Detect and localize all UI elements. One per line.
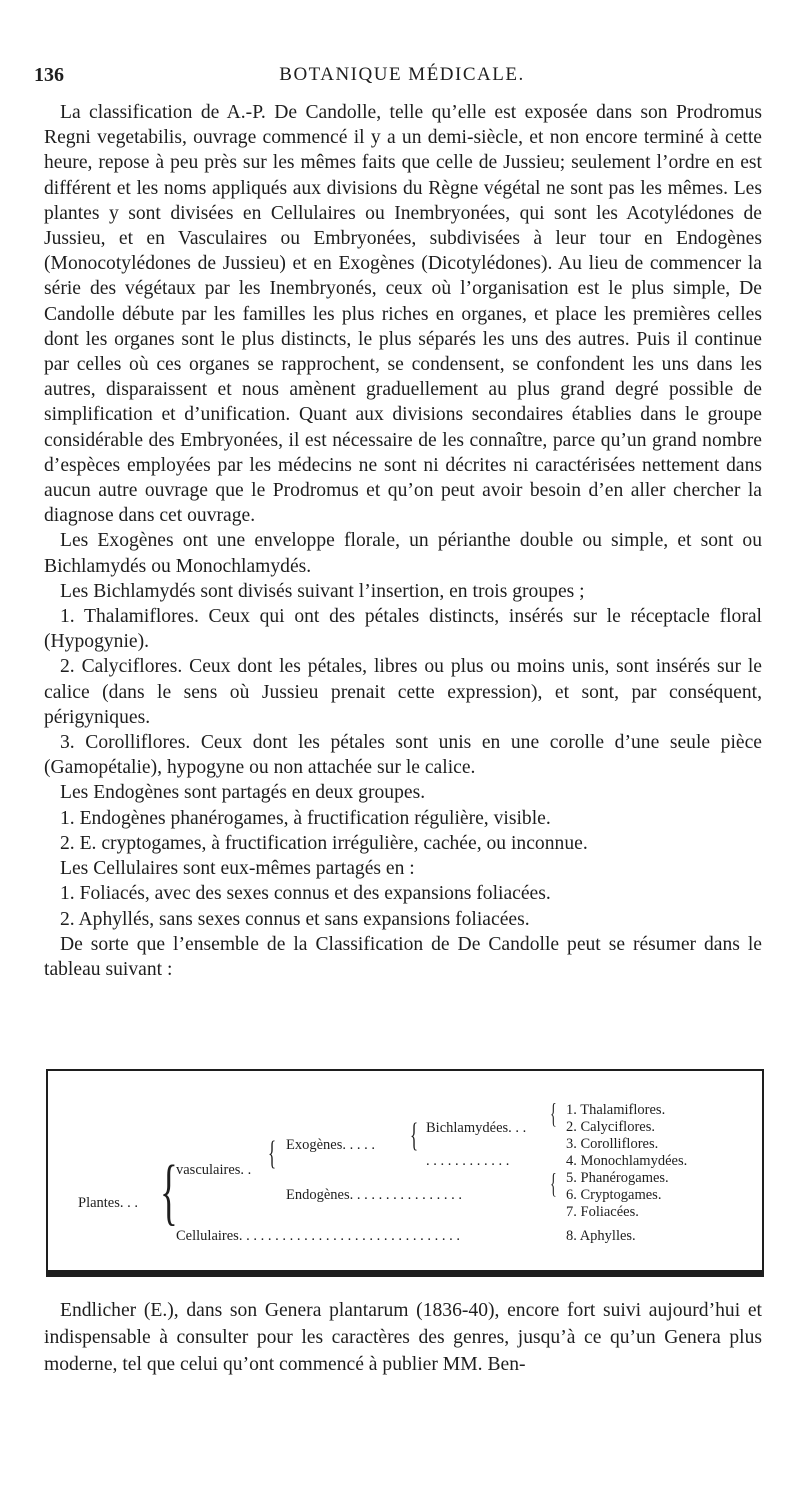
paragraph: 2. E. cryptogames, à fructification irrégulière, cachée, ou inconnue. xyxy=(60,832,588,854)
paragraph: Les Exogènes ont une enveloppe florale, un périanthe double ou simple, et sont ou Bichlamydés ou Monochlamydés. xyxy=(44,530,762,577)
table-label-bichlamydees: Bichlamydées. . . xyxy=(426,1120,527,1136)
page-header xyxy=(34,64,770,92)
table-label-cellulaires: Cellulaires. . . . . . . . . . . . . . . . . . . . . . . . . . . . . . . xyxy=(176,1228,460,1244)
paragraph: 2. Calyciflores. Ceux dont les pétales, libres ou plus ou moins unis, sont insérés sur le calice (dans le sens où Jussieu prenait cette expression), et sont, par conséquent, périgyniques. xyxy=(44,656,762,728)
paragraph: Les Cellulaires sont eux-mêmes partagés en : xyxy=(60,858,415,880)
table-item: 6. Cryptogames. xyxy=(566,1187,662,1203)
paragraph: De sorte que l’ensemble de la Classification de De Candolle peut se résumer dans le tableau suivant : xyxy=(44,933,762,980)
main-text xyxy=(44,100,762,982)
brace: { xyxy=(550,1099,557,1130)
paragraph: Les Bichlamydés sont divisés suivant l’insertion, en trois groupes ; xyxy=(60,580,585,602)
paragraph: 1. Endogènes phanérogames, à fructification régulière, visible. xyxy=(60,807,551,829)
paragraph: La classification de A.-P. De Candolle, telle qu’elle est exposée dans son Prodromus Regni vegetabilis, ouvrage commencé il y a un demi-siècle, et non encore terminé à cette heure, repose à peu près sur les mêmes faits que celle de Jussieu; seulement l’ordre en est différent et les noms appliqués aux divisions du Règne végétal ne sont pas les mêmes. Les plantes y sont divisées en Cellulaires ou Inembryonées, qui sont les Acotylédones de Jussieu, et en Vasculaires ou Embryonées, subdivisées à leur tour en Endogènes (Monocotylédones de Jussieu) et en Exogènes (Dicotylédones). Au lieu de commencer la série des végétaux par les Inembryonés, ceux où l’organisation est le plus simple, De Candolle débute par les familles les plus riches en organes, et place les premières celles dont les organes sont le plus distincts, le plus séparés les uns des autres. Puis il continue par celles où ces organes se rapprochent, se condensent, se confondent les uns dans les autres, disparaissent et nous amènent graduellement au plus grand degré possible de simplification et d’unification. Quant aux divisions secondaires établies dans le groupe considérable des Embryonées, il est nécessaire de les connaître, parce qu’un grand nombre d’espèces employées par les médecins ne sont ni décrites ni caractérisées nettement dans aucun autre ouvrage que le Prodromus et qu’on peut avoir besoin d’en aller chercher la diagnose dans cet ouvrage. xyxy=(44,102,762,527)
paragraph: 3. Corolliflores. Ceux dont les pétales sont unis en une corolle d’une seule pièce (Gamopétalie), hypogyne ou non attachée sur le calice. xyxy=(44,732,762,779)
paragraph: Les Endogènes sont partagés en deux groupes. xyxy=(60,782,426,804)
continuation-text xyxy=(44,1297,762,1378)
page-number: 136 xyxy=(34,64,64,86)
paragraph: 2. Aphyllés, sans sexes connus et sans expansions foliacées. xyxy=(60,908,530,930)
brace: { xyxy=(160,1151,178,1233)
table-item: 7. Foliacées. xyxy=(566,1204,639,1220)
running-title: BOTANIQUE MÉDICALE. xyxy=(279,64,525,85)
table-item: 1. Thalamiflores. xyxy=(566,1102,666,1118)
table-item: 5. Phanérogames. xyxy=(566,1170,669,1186)
table-label-dots: . . . . . . . . . . . . xyxy=(426,1153,510,1169)
brace: { xyxy=(410,1117,419,1154)
brace: { xyxy=(268,1135,277,1172)
paragraph: 1. Foliacés, avec des sexes connus et des expansions foliacées. xyxy=(60,883,551,905)
table-item: 8. Aphylles. xyxy=(566,1228,636,1244)
paragraph: Endlicher (E.), dans son Genera plantarum (1836-40), encore fort suivi aujourd’hui et indispensable à consulter pour les caractères des genres, jusqu’à ce qu’un Genera plus moderne, tel que celui qu’ont commencé à publier MM. Ben- xyxy=(44,1300,762,1375)
table-label-endogenes: Endogènes. . . . . . . . . . . . . . . . xyxy=(286,1187,462,1203)
brace: { xyxy=(550,1169,557,1200)
table-label-vasculaires: vasculaires. . xyxy=(176,1162,252,1178)
classification-table xyxy=(46,1069,764,1275)
table-item: 2. Calyciflores. xyxy=(566,1119,655,1135)
table-label-plantes: Plantes. . . xyxy=(78,1195,139,1211)
paragraph: 1. Thalamiflores. Ceux qui ont des pétales distincts, insérés sur le réceptacle floral (Hypogynie). xyxy=(44,606,762,653)
table-item: 3. Corolliflores. xyxy=(566,1136,659,1152)
table-item: 4. Monochlamydées. xyxy=(566,1153,688,1169)
table-label-exogenes: Exogènes. . . . . xyxy=(286,1137,375,1153)
